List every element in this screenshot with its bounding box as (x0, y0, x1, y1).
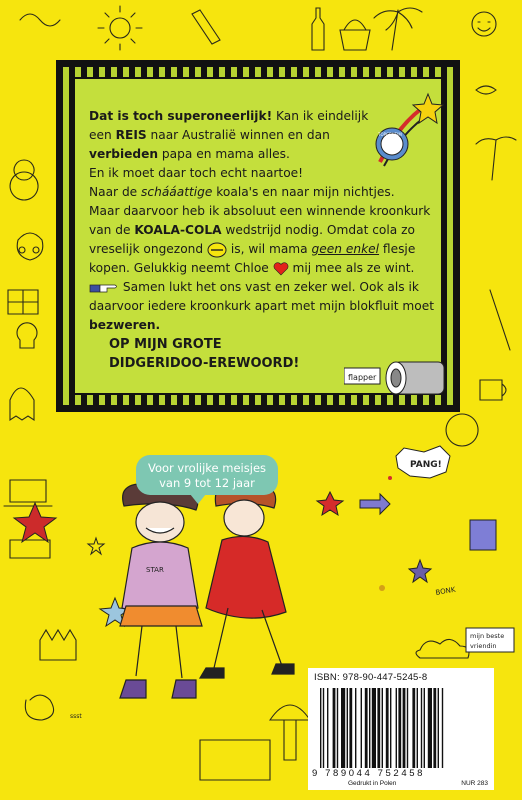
girl-left-sweater (122, 542, 198, 614)
barcode-bar (433, 688, 436, 768)
barcode-box (308, 668, 494, 790)
spiral-doodle (25, 695, 53, 720)
barcode-bar (355, 688, 356, 768)
sweater-star-label: STAR (146, 566, 164, 574)
blurb-geen-enkel: geen enkel (311, 242, 380, 256)
flapper-label: flapper (348, 373, 377, 382)
flute-doodle (490, 290, 510, 350)
sofa-doodle (10, 540, 50, 558)
purple-mug (470, 520, 496, 550)
sick-face-icon (207, 242, 227, 258)
blurb-text: Naar de (89, 185, 142, 199)
barcode-bar (361, 688, 362, 768)
barcode-bar (390, 688, 391, 768)
snowman-doodle (10, 160, 38, 200)
blurb-reis: REIS (115, 128, 147, 142)
barcode-bar (421, 688, 422, 768)
barcode-bar (369, 688, 370, 768)
blurb-line-11: daarvoor iedere kroonkurk apart met mijn blokfluit moet (89, 299, 434, 313)
barcode-bar (323, 688, 324, 768)
swirl-doodle (20, 14, 60, 26)
blurb-schattige: schááattige (141, 185, 213, 199)
barcode-bar (396, 688, 397, 768)
cup-doodle (480, 380, 506, 400)
blurb-line-4: En ik moet daar toch echt naartoe! (89, 166, 304, 180)
age-bubble-line2: van 9 tot 12 jaar (159, 476, 255, 490)
heart-icon (273, 262, 289, 276)
lips-doodle (476, 86, 496, 94)
rocket-doodle (192, 10, 220, 44)
bottle-doodle (312, 8, 324, 50)
blurb-text: naar Australië winnen en dan (146, 128, 330, 142)
barcode-bar (327, 688, 328, 768)
barcode-bar (428, 688, 432, 768)
purple-star (409, 560, 431, 582)
barcode-bar (337, 688, 338, 768)
age-bubble (136, 455, 278, 495)
nur-code: NUR 283 (461, 780, 488, 787)
barcode-bar (386, 688, 389, 768)
barcode-bar (412, 688, 415, 768)
blurb-line-12: bezweren. (89, 318, 161, 332)
ssst-label: ssst (70, 713, 82, 720)
blurb-text: papa en mama alles. (158, 147, 290, 161)
girls-illustration (120, 474, 294, 698)
barcode-digits: 9 789044 752458 (312, 768, 425, 779)
blurb-text: wedstrijd nodig. Omdat cola zo (221, 223, 415, 237)
bonk-label: BONK (434, 585, 457, 597)
blurb-line-5 (89, 183, 431, 202)
blurb-text: mij mee als ze wint. (288, 261, 415, 275)
isbn-text: ISBN: 978-90-447-5245-8 (314, 672, 428, 683)
blurb-text: flesje (379, 242, 416, 256)
red-star-right (317, 492, 343, 515)
barcode-bar (407, 688, 408, 768)
blurb-line-8 (89, 240, 431, 259)
flapper-speaker (344, 356, 454, 400)
stack-doodle (200, 740, 270, 780)
badge-label: TOPGEHEIM (378, 132, 402, 137)
confetti-dot (379, 585, 385, 591)
blurb-text: is, wil mama (227, 242, 312, 256)
face-doodle (17, 233, 43, 260)
blurb-text: vreselijk ongezond (89, 242, 207, 256)
ball-doodle (446, 414, 478, 446)
bulb-doodle (17, 323, 37, 348)
friend-note-line1: mijn beste (470, 632, 505, 640)
blurb-line-10 (89, 278, 431, 297)
girl-right-dress (206, 536, 286, 618)
girl-left-boots (120, 680, 196, 698)
blurb-koala-cola: KOALA-COLA (134, 223, 222, 237)
red-star-left (14, 503, 56, 542)
pointing-hand-icon (89, 282, 119, 294)
barcode-bar (365, 688, 368, 768)
barcode-bar (398, 688, 401, 768)
barcode-bar (333, 688, 336, 768)
blurb-line-9 (89, 259, 431, 278)
star-icon (413, 94, 443, 123)
barcode-bar (424, 688, 425, 768)
blurb-text: Samen lukt het ons vast en zeker wel. Ook als ik (119, 280, 419, 294)
barcode-bar (382, 688, 383, 768)
cloud-doodle (416, 639, 469, 658)
palm-doodle-2 (476, 137, 516, 180)
blurb-text: een (89, 128, 116, 142)
blurb-text: kopen. Gelukkig neemt Chloe (89, 261, 273, 275)
barcode-bar (417, 688, 418, 768)
age-bubble-line1: Voor vrolijke meisjes (147, 461, 267, 475)
girl-left-skirt (120, 606, 202, 626)
blurb-text: koala's en naar mijn nichtjes. (212, 185, 395, 199)
barcode-bar (403, 688, 406, 768)
printed-in-text: Gedrukt in Polen (348, 780, 397, 787)
sun-doodle (110, 18, 130, 38)
barcode-bar (372, 688, 376, 768)
barcode-bar (377, 688, 380, 768)
blurb-motto-2: DIDGERIDOO-EREWOORD! (109, 356, 300, 371)
barcode-bar (349, 688, 352, 768)
blurb-motto-1: OP MIJN GROTE (109, 337, 222, 352)
hedgehog-doodle (40, 630, 76, 660)
palm-doodle (374, 8, 422, 50)
barcode-bars (320, 688, 488, 768)
barcode-bar (320, 688, 321, 768)
ghost-doodle (10, 388, 34, 420)
pang-label: PANG! (410, 460, 442, 470)
barcode-bar (438, 688, 439, 768)
blurb-line-7 (89, 221, 431, 240)
star-doodle-small (88, 538, 104, 554)
blurb-verbieden: verbieden (89, 147, 159, 161)
girl-left-face (136, 502, 184, 542)
blurb-line-6: Maar daarvoor heb ik absoluut een winnende kroonkurk (89, 204, 431, 218)
blurb-exclamation: Dat is toch superoneerlijk! (89, 109, 273, 123)
smiley-doodle (472, 12, 496, 36)
gift-doodle (8, 290, 38, 314)
friend-note-line2: vriendin (470, 642, 497, 650)
mushroom-doodle (270, 705, 310, 760)
blurb-text: Kan ik eindelijk (272, 109, 369, 123)
barcode-bar (347, 688, 348, 768)
girl-right-face (224, 500, 264, 536)
blurb-text: van de (89, 223, 135, 237)
cupcake-doodle (340, 20, 370, 50)
topgeheim-badge (370, 92, 446, 172)
laptop-doodle (4, 480, 52, 506)
barcode-bar (341, 688, 345, 768)
blue-arrow-doodle (360, 494, 390, 514)
barcode-bar (442, 688, 443, 768)
